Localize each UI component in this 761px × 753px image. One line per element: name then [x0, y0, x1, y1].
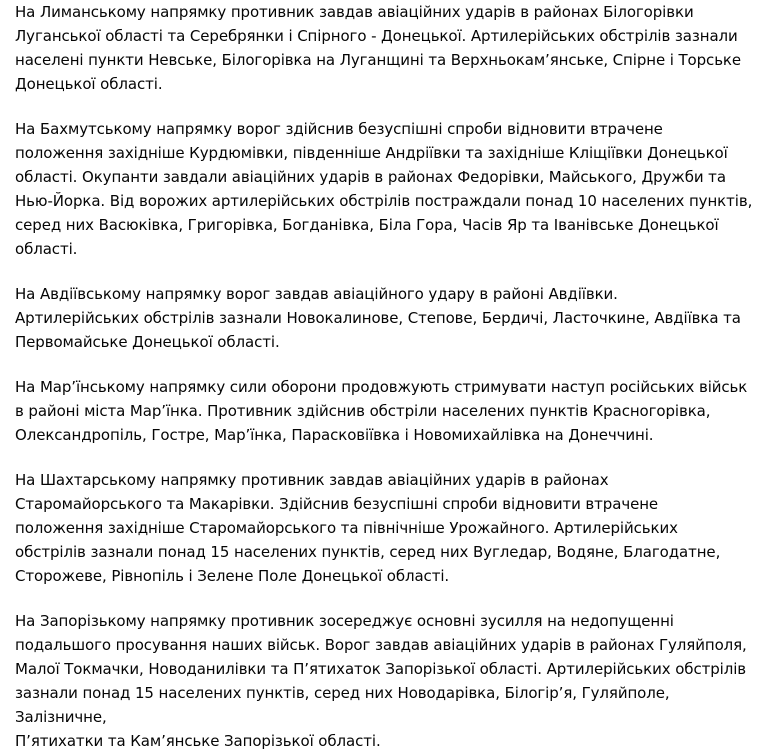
paragraph-avdiivka: На Авдіївському напрямку ворог завдав авіаційного удару в районі Авдіївки. Артилерійських обстрілів зазнали Новокалинове, Степове, Бердичі, Ласточкине, Авдіївка та Первомайське Донецької області.: [15, 285, 741, 351]
paragraph-marinka: На Мар’їнському напрямку сили оборони продовжують стримувати наступ російських військ в районі міста Мар’їнка. Противник здійснив обстріли населених пунктів Красногорівка, Олександропіль, Гостре, Мар’їнка, Парасковіївка і Новомихайлівка на Донеччині.: [15, 378, 748, 444]
paragraph-zaporizhzhia: На Запорізькому напрямку противник зосереджує основні зусилля на недопущенні подальшого просування наших військ. Ворог завдав авіаційних ударів в районах Гуляйполя, Малої Токмачки, Новоданилівки та П’ятихаток Запорізької області. Артилерійських обстрілів зазнали понад 15 населених пунктів, серед них Новодарівка, Білогір’я, Гуляйполе, Залізничне, П’ятихатки та Кам’янське Запорізької області.: [15, 612, 747, 750]
paragraph-lyman: На Лиманському напрямку противник завдав авіаційних ударів в районах Білогорівки Луганської області та Серебрянки і Спірного - Донецької. Артилерійських обстрілів зазнали населені пункти Невське, Білогорівка на Луганщині та Верхньокам’янське, Спірне і Торське Донецької області.: [15, 3, 742, 93]
paragraph-shakhtarsk: На Шахтарському напрямку противник завдав авіаційних ударів в районах Старомайорського та Макарівки. Здійснив безуспішні спроби відновити втрачене положення західніше Старомайорського та північніше Урожайного. Артилерійських обстрілів зазнали понад 15 населених пунктів, серед них Вугледар, Водяне, Благодатне, Сторожеве, Рівнопіль і Зелене Поле Донецької області.: [15, 471, 721, 585]
paragraph-bakhmut: На Бахмутському напрямку ворог здійснив безуспішні спроби відновити втрачене положення західніше Курдюмівки, південніше Андріївки та західніше Кліщіївки Донецької області. Окупанти завдали авіаційних ударів в районах Федорівки, Майського, Дружби та Нью-Йорка. Від ворожих артилерійських обстрілів постраждали понад 10 населених пунктів, серед них Васюківка, Григорівка, Богданівка, Біла Гора, Часів Яр та Іванівське Донецької області.: [15, 120, 753, 258]
